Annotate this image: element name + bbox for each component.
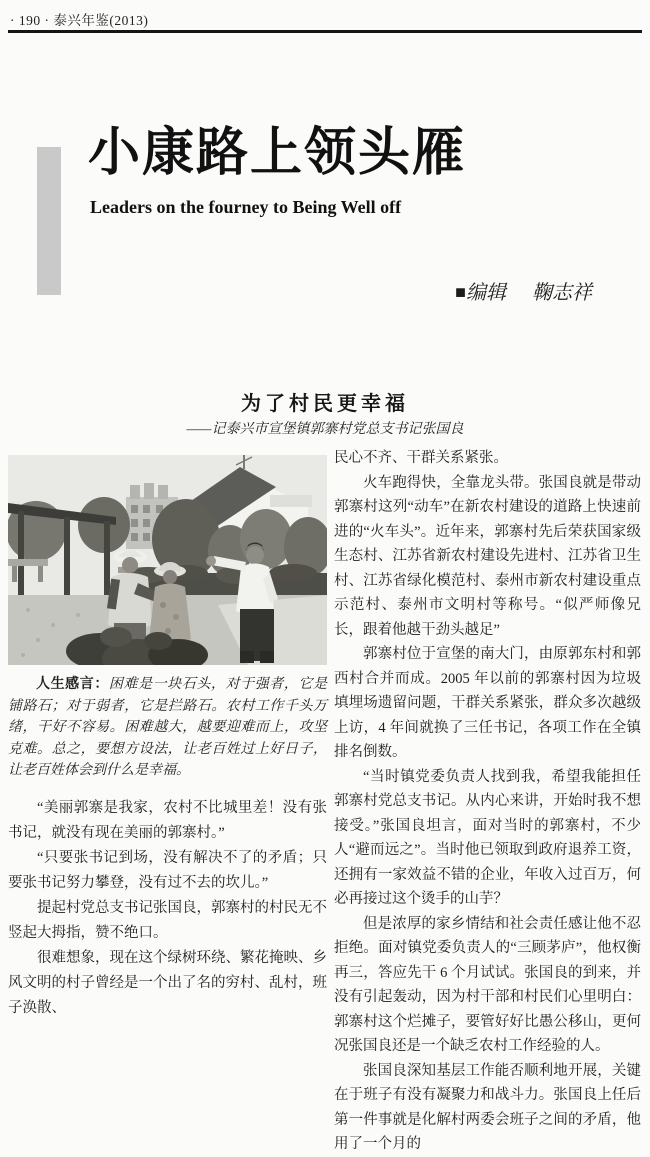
- page-number: · 190 ·: [10, 13, 50, 28]
- paragraph: 很难想象，现在这个绿树环绕、繁花掩映、乡风文明的村子曾经是一个出了名的穷村、乱村，班子涣散、: [8, 949, 327, 1016]
- editor-name: 鞠志祥: [532, 282, 592, 304]
- page-header: [10, 9, 148, 29]
- photo-caption: [8, 673, 327, 782]
- left-column: [8, 455, 327, 1021]
- caption-text: 困难是一块石头，对于强者，它是铺路石；对于弱者，它是拦路石。农村工作千头万绪，干好不容易。困难越大，越要迎难而上，攻坚克难。总之，要想方设法，让老百姓过上好日子，让老百姓体会到什么是幸福。: [8, 677, 328, 778]
- caption-label: 人生感言：: [36, 675, 109, 691]
- editor-credit: [0, 276, 592, 305]
- square-bullet-icon: ■: [455, 282, 466, 302]
- section-byline: ——记泰兴市宣堡镇郭寨村党总支书记张国良: [186, 422, 464, 437]
- right-column: [334, 446, 641, 1157]
- paragraph: 提起村党总支书记张国良，郭寨村的村民无不竖起大拇指，赞不绝口。: [8, 899, 327, 941]
- left-column-text: [8, 796, 327, 1021]
- article-title: 小康路上领头雁: [88, 125, 467, 182]
- editor-label: 编辑: [466, 282, 506, 304]
- title-accent-bar: [37, 147, 61, 295]
- article-title-english: Leaders on the fourney to Being Well off: [90, 197, 402, 217]
- paragraph: 郭寨村位于宣堡的南大门，由原郭东村和郭西村合并而成。2005 年以前的郭寨村因为垃圾填埋场遗留问题，干群关系紧张，群众多次越级上访，4 年间就换了三任书记，各项工作在全镇排名倒数。: [334, 646, 641, 760]
- header-rule: [8, 30, 642, 33]
- book-title: 泰兴年鉴(2013): [53, 13, 149, 28]
- paragraph: 民心不齐、干群关系紧张。: [334, 450, 508, 466]
- paragraph: “只要张书记到场，没有解决不了的矛盾；只要张书记努力攀登，没有过不去的坎儿。”: [8, 849, 327, 891]
- paragraph: 张国良深知基层工作能否顺利地开展，关键在于班子有没有凝聚力和战斗力。张国良上任后第一件事就是化解村两委会班子之间的矛盾，他用了一个月的: [334, 1062, 641, 1152]
- photo-illustration: [8, 455, 327, 665]
- paragraph: “当时镇党委负责人找到我，希望我能担任郭寨村党总支书记。从内心来讲，开始时我不想接受。”张国良坦言，面对当时的郭寨村，不少人“避而远之”。当时他已领取到政府退养工资，还拥有一家效益不错的企业，年收入过百万，何必再接过这个烫手的山芋？: [334, 768, 641, 907]
- section-headline: 为了村民更幸福: [241, 393, 409, 415]
- article-photo: [8, 455, 327, 665]
- paragraph: “美丽郭寨是我家，农村不比城里差！没有张书记，就没有现在美丽的郭寨村。”: [8, 799, 327, 841]
- paragraph: 火车跑得快，全靠龙头带。张国良就是带动郭寨村这列“动车”在新农村建设的道路上快速前进的“火车头”。近年来，郭寨村先后荣获国家级生态村、江苏省新农村建设先进村、江苏省卫生村、江苏省绿化模范村、泰州市新农村建设重点示范村、泰州市文明村等称号。“似严师像兄长，跟着他越干劲头越足”: [334, 474, 641, 638]
- paragraph: 但是浓厚的家乡情结和社会责任感让他不忍拒绝。面对镇党委负责人的“三顾茅庐”，他权衡再三，答应先干 6 个月试试。张国良的到来，并没有引起轰动，因为村干部和村民们心里明白：郭寨村这个烂摊子，要管好好比愚公移山，更何况张国良还是一个缺乏农村工作经验的人。: [334, 915, 641, 1054]
